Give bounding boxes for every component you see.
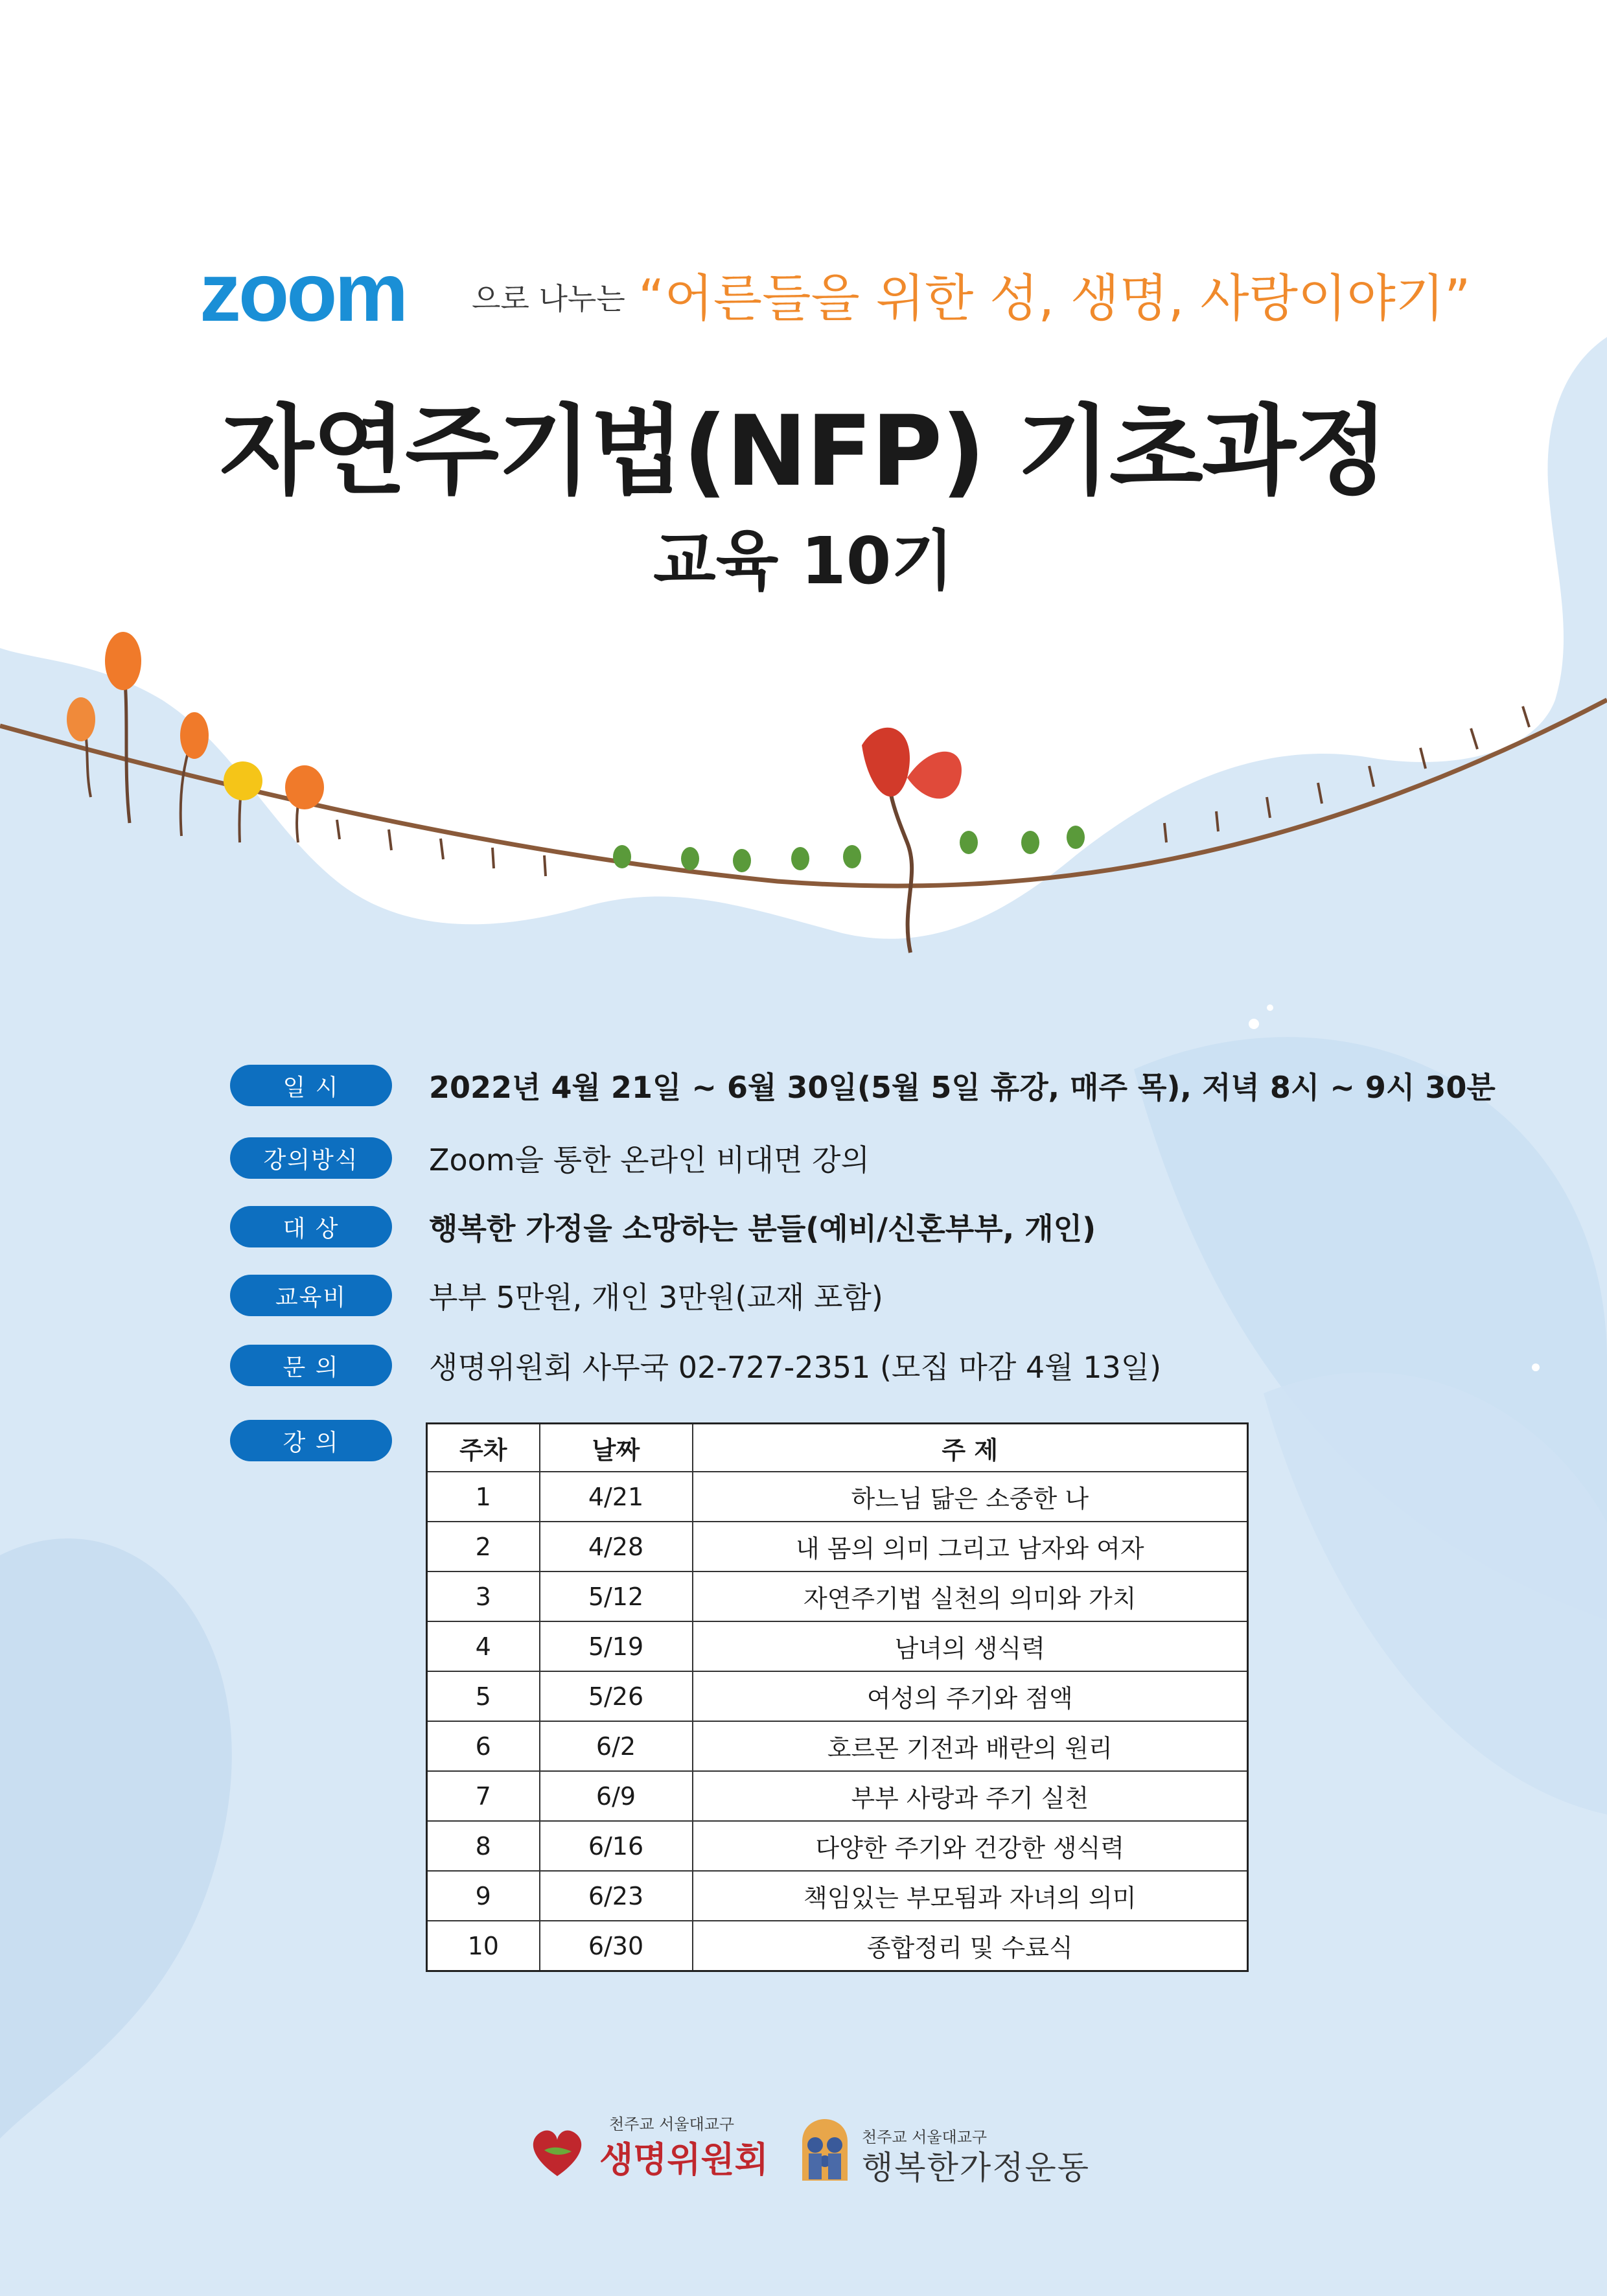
cell-topic: 종합정리 및 수료식 <box>693 1921 1248 1971</box>
cell-week: 6 <box>427 1721 540 1771</box>
header-topic: 주 제 <box>693 1424 1248 1472</box>
info-label-fee: 교육비 <box>230 1275 392 1316</box>
cell-date: 6/30 <box>540 1921 693 1971</box>
subtitle: “어른들을 위한 성, 생명, 사랑이야기” <box>638 270 1471 328</box>
info-label-contact: 문 의 <box>230 1345 392 1386</box>
info-value-method: Zoom을 통한 온라인 비대면 강의 <box>429 1142 870 1177</box>
page-title: 자연주기법(NFP) 기초과정 <box>220 395 1387 508</box>
cell-date: 6/9 <box>540 1771 693 1821</box>
info-row-datetime <box>230 1063 1496 1108</box>
cell-week: 5 <box>427 1671 540 1721</box>
left-org-subtitle: 천주교 서울대교구 <box>609 2115 735 2133</box>
info-value-target: 행복한 가정을 소망하는 분들(예비/신혼부부, 개인) <box>429 1211 1096 1246</box>
cell-week: 8 <box>427 1821 540 1871</box>
info-value-contact: 생명위원회 사무국 02-727-2351 (모집 마감 4월 13일) <box>429 1350 1162 1385</box>
cell-topic: 부부 사랑과 주기 실천 <box>693 1771 1248 1821</box>
heart-logo-icon <box>525 2119 590 2184</box>
right-org-subtitle: 천주교 서울대교구 <box>862 2128 988 2146</box>
info-label-datetime: 일 시 <box>230 1065 392 1106</box>
table-row <box>427 1871 1248 1921</box>
table-row <box>427 1921 1248 1971</box>
cell-week: 4 <box>427 1621 540 1671</box>
header-date: 날짜 <box>540 1424 693 1472</box>
table-row <box>427 1721 1248 1771</box>
table-row <box>427 1821 1248 1871</box>
info-row-contact <box>230 1343 1162 1388</box>
cell-topic: 내 몸의 의미 그리고 남자와 여자 <box>693 1522 1248 1571</box>
cell-week: 9 <box>427 1871 540 1921</box>
cell-topic: 책임있는 부모됨과 자녀의 의미 <box>693 1871 1248 1921</box>
left-org-name: 생명위원회 <box>599 2139 769 2180</box>
cell-topic: 자연주기법 실천의 의미와 가치 <box>693 1571 1248 1621</box>
right-org-name: 행복한가정운동 <box>862 2149 1091 2186</box>
header-week: 주차 <box>427 1424 540 1472</box>
info-label-method: 강의방식 <box>230 1137 392 1179</box>
cell-week: 7 <box>427 1771 540 1821</box>
cell-week: 1 <box>427 1472 540 1522</box>
cell-date: 6/16 <box>540 1821 693 1871</box>
cell-date: 6/2 <box>540 1721 693 1771</box>
table-row <box>427 1621 1248 1671</box>
info-row-method <box>230 1135 870 1181</box>
cell-date: 4/21 <box>540 1472 693 1522</box>
edition-title: 교육 10기 <box>653 523 954 599</box>
info-label-lecture: 강 의 <box>230 1420 392 1461</box>
cell-date: 6/23 <box>540 1871 693 1921</box>
table-row <box>427 1671 1248 1721</box>
info-row-fee <box>230 1273 883 1318</box>
info-row-lecture <box>230 1418 392 1463</box>
zoom-logo: zoom <box>200 246 406 339</box>
cell-date: 5/26 <box>540 1671 693 1721</box>
table-row <box>427 1771 1248 1821</box>
cell-week: 3 <box>427 1571 540 1621</box>
cell-date: 5/19 <box>540 1621 693 1671</box>
cell-topic: 호르몬 기전과 배란의 원리 <box>693 1721 1248 1771</box>
schedule-table <box>426 1422 1249 1972</box>
zoom-suffix-text: 으로 나누는 <box>472 281 625 316</box>
info-label-target: 대 상 <box>230 1206 392 1247</box>
cell-topic: 여성의 주기와 점액 <box>693 1671 1248 1721</box>
table-header-row <box>427 1424 1248 1472</box>
cell-topic: 남녀의 생식력 <box>693 1621 1248 1671</box>
table-row <box>427 1472 1248 1522</box>
info-row-target <box>230 1204 1096 1249</box>
cell-topic: 하느님 닮은 소중한 나 <box>693 1472 1248 1522</box>
table-row <box>427 1522 1248 1571</box>
table-row <box>427 1571 1248 1621</box>
cell-week: 2 <box>427 1522 540 1571</box>
cell-date: 5/12 <box>540 1571 693 1621</box>
family-logo-icon <box>796 2116 854 2184</box>
info-value-datetime: 2022년 4월 21일 ~ 6월 30일(5월 5일 휴강, 매주 목), 저녁 8시 ~ 9시 30분 <box>429 1070 1496 1105</box>
cell-week: 10 <box>427 1921 540 1971</box>
cell-topic: 다양한 주기와 건강한 생식력 <box>693 1821 1248 1871</box>
cell-date: 4/28 <box>540 1522 693 1571</box>
info-value-fee: 부부 5만원, 개인 3만원(교재 포함) <box>429 1280 883 1315</box>
